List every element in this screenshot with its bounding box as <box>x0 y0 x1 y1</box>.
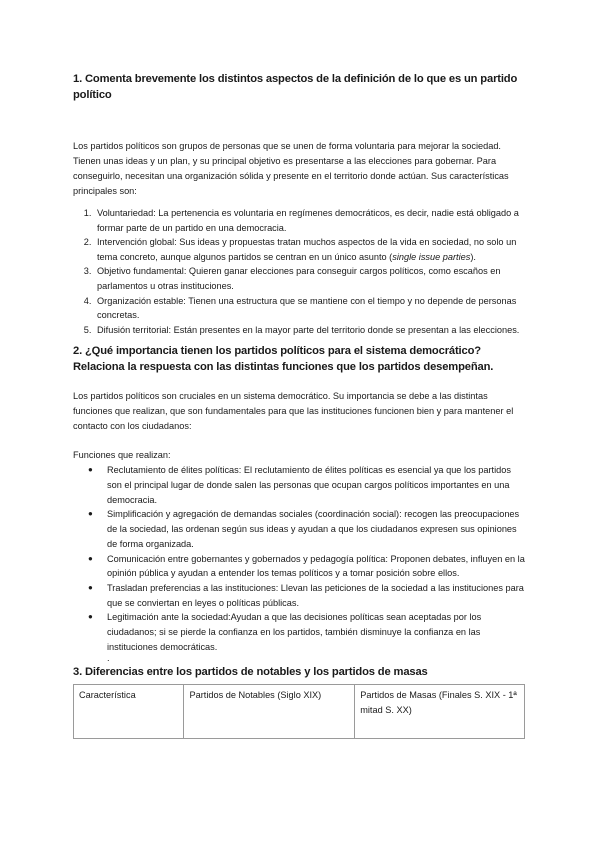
section2-heading: 2. ¿Qué importancia tienen los partidos políticos para el sistema democrático? Relaciona la respuesta con las distintas funciones que los partidos desempeñan. <box>73 345 494 373</box>
list-item: 5. Difusión territorial: Están presentes en la mayor parte del territorio donde se presentan a las elecciones. <box>94 323 528 338</box>
section1-heading: 1. Comenta brevemente los distintos aspectos de la definición de lo que es un partido político <box>73 73 518 101</box>
bullet-icon: ● <box>88 465 93 475</box>
bullet-icon: ● <box>88 553 93 563</box>
table-header-cell: Partidos de Masas (Finales S. XIX - 1ª mitad S. XX) <box>355 684 525 738</box>
list-item: ● Simplificación y agregación de demandas sociales (coordinación social): recogen las preocupaciones de la sociedad, las ordenan según sus ideas y ayudan a que los ciudadanos expresen sus opiniones de forma organizada. <box>88 509 520 549</box>
characteristics-list <box>73 206 528 337</box>
section3-heading: 3. Diferencias entre los partidos de notables y los partidos de masas <box>73 666 428 679</box>
table-row <box>74 684 525 738</box>
section2-intro: Los partidos políticos son cruciales en un sistema democrático. Su importancia se debe a las distintas funciones que realizan, que son fundamentales para que las instituciones funcionen bien y para mantener el contacto con los ciudadanos: <box>73 391 514 432</box>
table-header-cell: Característica <box>74 684 184 738</box>
comparison-table <box>73 684 525 739</box>
list-item: 2. Intervención global: Sus ideas y propuestas tratan muchos aspectos de la vida en sociedad, no solo un tema concreto, aunque algunos partidos se centran en un único asunto (single issue parties). <box>94 235 528 264</box>
list-item: 4. Organización estable: Tienen una estructura que se mantiene con el tiempo y no depende de personas concretas. <box>94 294 528 323</box>
list-item: ● Reclutamiento de élites políticas: El reclutamiento de élites políticas es esencial ya que los partidos son el principal lugar de donde salen las personas que ocupan cargos políticos importantes en una democracia. <box>88 465 511 505</box>
document-page <box>73 62 528 739</box>
bullet-icon: ● <box>88 509 93 519</box>
emphasis-text: single issue parties <box>392 251 471 262</box>
list-item: 1. Voluntariedad: La pertenencia es voluntaria en regímenes democráticos, es decir, nadie está obligado a formar parte de un partido en una democracia. <box>94 206 528 235</box>
bullet-icon: ● <box>88 612 93 622</box>
bullet-icon: ● <box>88 582 93 592</box>
functions-list <box>73 463 528 654</box>
trailing-dot: . <box>107 653 110 664</box>
section1-intro: Los partidos políticos son grupos de personas que se unen de forma voluntaria para mejorar la sociedad. Tienen unas ideas y un plan, y su principal objetivo es presentarse a las elecciones para gobernar. Para conseguirlo, necesitan una organización sólida y presente en el territorio donde actúan. Sus características principales son: <box>73 141 509 196</box>
list-item: 3. Objetivo fundamental: Quieren ganar elecciones para conseguir cargos políticos, como escaños en parlamentos u otras instituciones. <box>94 264 528 293</box>
list-item: ● Comunicación entre gobernantes y gobernados y pedagogía política: Proponen debates, influyen en la opinión pública y ayudan a entender los temas políticos y a tomar posición sobre ellos. <box>88 553 525 579</box>
functions-label: Funciones que realizan: <box>73 450 171 461</box>
table-header-cell: Partidos de Notables (Siglo XIX) <box>184 684 355 738</box>
list-item: ● Legitimación ante la sociedad:Ayudan a que las decisiones políticas sean aceptadas por los ciudadanos; si se pierde la confianza en los partidos, también disminuye la confianza en las instituciones democráticas. <box>88 612 482 652</box>
list-item: ● Trasladan preferencias a las instituciones: Llevan las peticiones de la sociedad a las instituciones para que se conviertan en leyes o políticas públicas. <box>88 582 524 608</box>
